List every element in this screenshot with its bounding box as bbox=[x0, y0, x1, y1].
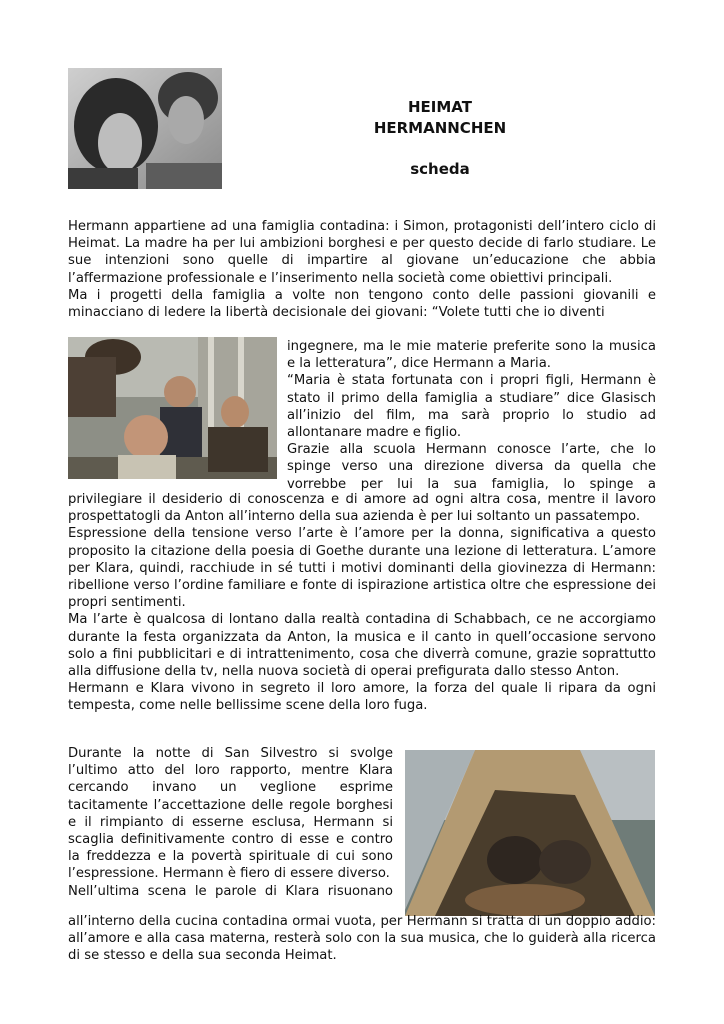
boys-on-porch-photo bbox=[68, 337, 277, 479]
portrait-couple-photo bbox=[68, 68, 222, 189]
paragraph-7: Hermann e Klara vivono in segreto il loro amore, la forza del quale li ripara da ogni tempesta, come nelle bellissime scene della loro fuga. bbox=[68, 681, 656, 714]
text-block-beside-tent bbox=[68, 745, 393, 900]
paragraph-2-start: Ma i progetti della famiglia a volte non tengono conto delle passioni giovanili e minacciano di ledere la libertà decisionale dei giovani: “Volete tutti che io diventi bbox=[68, 287, 656, 321]
subtitle: scheda bbox=[410, 160, 470, 178]
paragraph-9-end: all’interno della cucina contadina ormai vuota, per Hermann si tratta di un doppio addio: all’amore e alla casa materna, resterà solo con la sua musica, che lo guiderà alla ricerca di se stesso e della sua seconda Heimat. bbox=[68, 914, 656, 964]
paragraph-6: Ma l’arte è qualcosa di lontano dalla realtà contadina di Schabbach, ce ne accorgiamo durante la festa organizzata da Anton, la musica e il canto in quell’occasione servono solo a fini pubblicitari e di intrattenimento, cosa che diverrà comune, grazie soprattutto alla diffusione della tv, nella nuova società di operai prefigurata dallo stesso Anton. bbox=[68, 612, 656, 680]
title-block bbox=[300, 97, 580, 180]
paragraph-8: Durante la notte di San Silvestro si svolge l’ultimo atto del loro rapporto, mentre Klara cercando invano un veglione esprime tacitamente l’accettazione delle regole borghesi e il rimpianto di esserne esclusa, Hermann si scaglia definitivamente contro di esse e contro la freddezza e la povertà spirituale di cui sono l’espressione. Hermann è fiero di essere diverso. bbox=[68, 746, 393, 882]
paragraph-2-wrap: ingegnere, ma le mie materie preferite sono la musica e la letteratura”, dice Hermann a Maria. bbox=[287, 339, 656, 372]
title-line-2: HERMANNCHEN bbox=[373, 119, 507, 137]
paragraph-1: Hermann appartiene ad una famiglia contadina: i Simon, protagonisti dell’intero ciclo di Heimat. La madre ha per lui ambizioni borghesi e per questo decide di farlo studiare. Le sue intenzioni sono quelle di impartire al giovane un’educazione che abbia l’affermazione professionale e l’inserimento nella società come obiettivi principali. bbox=[68, 219, 656, 286]
title-line-1: HEIMAT bbox=[408, 98, 472, 116]
text-block-conclusion bbox=[68, 913, 656, 965]
paragraph-4-end: privilegiare il desiderio di conoscenza e di amore ad ogni altra cosa, mentre il lavoro prospettatogli da Anton all’interno della sua azienda è per lui soltanto un passatempo. bbox=[68, 492, 656, 525]
text-block-middle bbox=[68, 491, 656, 715]
tent-by-sea-photo bbox=[405, 750, 655, 916]
paragraph-3: “Maria è stata fortunata con i propri figli, Hermann è stato il primo della famiglia a studiare” dice Glasisch all’inizio del film, ma sarà proprio lo studio ad allontanare madre e figlio. bbox=[287, 373, 656, 441]
paragraph-4-wrap: Grazie alla scuola Hermann conosce l’arte, che lo spinge verso una direzione diversa da quella che vorrebbe per lui la sua famiglia, lo spinge a bbox=[287, 442, 656, 492]
paragraph-5: Espressione della tensione verso l’arte è l’amore per la donna, significativa a questo proposito la citazione della poesia di Goethe durante una lezione di letteratura. L’amore per Klara, quindi, racchiude in sé tutti i motivi dominanti della giovinezza di Hermann: ribellione verso l’ordine familiare e fonte di ispirazione artistica oltre che espressione dei propri sentimenti. bbox=[68, 526, 656, 611]
text-block-intro bbox=[68, 218, 656, 321]
paragraph-9-wrap: Nell’ultima scena le parole di Klara risuonano bbox=[68, 883, 393, 899]
text-block-beside-photo bbox=[287, 338, 656, 493]
